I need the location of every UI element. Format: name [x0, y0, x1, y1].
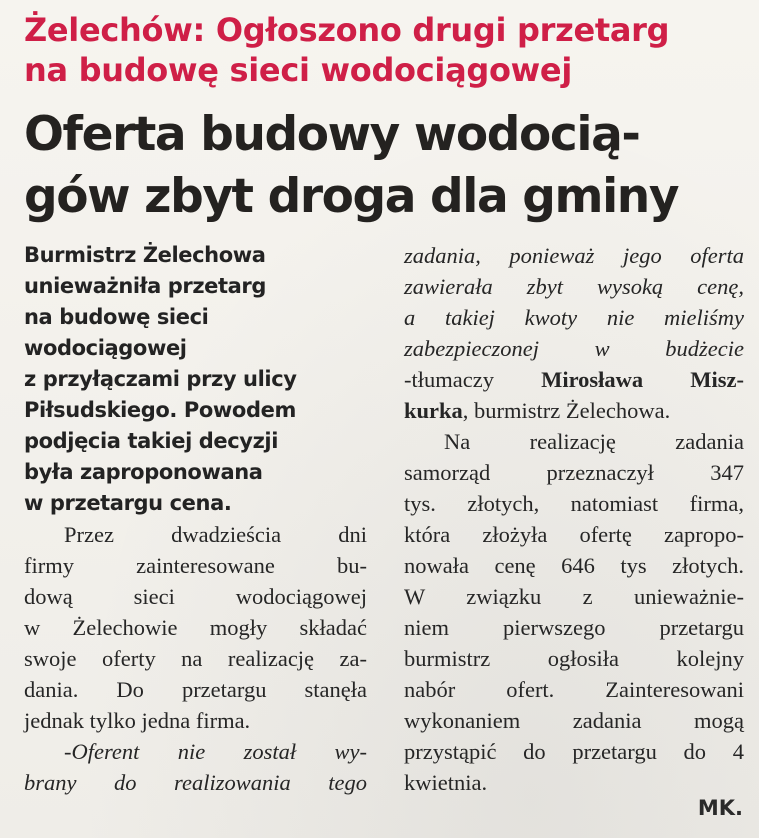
lead-line: w przetargu cena. [24, 491, 232, 515]
body-line: niem pierwszego przetargu [404, 615, 744, 640]
attribution-line [404, 395, 744, 426]
body-line: nabór ofert. Zainteresowani [404, 677, 744, 702]
body-line: w Żelechowie mogły składać [24, 615, 367, 640]
quote-line: brany do realizowania tego [24, 770, 367, 795]
author-signature: MK. [697, 796, 743, 820]
quote-line: -Oferent nie został wy- [64, 739, 367, 764]
article-headline [24, 104, 744, 228]
body-line: dową sieci wodociągowej [24, 584, 367, 609]
lead-line: podjęcia takiej decyzji [24, 429, 279, 453]
body-paragraph [404, 426, 744, 798]
body-line: swoje oferty na realizację za- [24, 646, 367, 671]
headline-line: gów zbyt droga dla gminy [24, 169, 679, 224]
article-kicker [24, 10, 744, 90]
attribution-name: Mirosława Misz- [541, 367, 744, 392]
headline-line: Oferta budowy wodocią- [24, 107, 640, 162]
body-line: dania. Do przetargu stanęła [24, 677, 367, 702]
quote-line: zadania, ponieważ jego oferta [404, 243, 744, 268]
body-line: kwietnia. [404, 770, 488, 795]
body-line: Na realizację zadania [444, 429, 744, 454]
body-line: która złożyła ofertę zapropo- [404, 522, 744, 547]
lead-line: Piłsudskiego. Powodem [24, 398, 296, 422]
quote-paragraph [404, 240, 744, 426]
quote-line: zabezpieczonej w budżecie [404, 336, 744, 361]
kicker-line: na budowę sieci wodociągowej [24, 51, 572, 89]
quote-line: zawierała zbyt wysoką cenę, [404, 274, 744, 299]
lead-line: Burmistrz Żelechowa [24, 243, 266, 267]
lead-line: na budowę sieci [24, 305, 209, 329]
lead-paragraph [24, 240, 367, 519]
body-line: samorząd przeznaczył 347 [404, 460, 744, 485]
body-line: tys. złotych, natomiast firma, [404, 491, 744, 516]
right-column [404, 240, 744, 798]
left-column [24, 240, 367, 798]
attribution-suffix: , burmistrz Żelechowa. [462, 398, 671, 423]
attribution-line [404, 364, 744, 395]
quote-line: a takiej kwoty nie mieliśmy [404, 305, 744, 330]
attribution-name: kurka [404, 398, 463, 423]
body-line: nowała cenę 646 tys złotych. [404, 553, 744, 578]
lead-line: wodociągowej [24, 336, 187, 360]
body-line: wykonaniem zadania mogą [404, 708, 744, 733]
body-line: firmy zainteresowane bu- [24, 553, 367, 578]
lead-line: unieważniła przetarg [24, 274, 267, 298]
body-paragraph [24, 519, 367, 736]
lead-line: z przyłączami przy ulicy [24, 367, 297, 391]
body-line: Przez dwadzieścia dni [64, 522, 367, 547]
body-line: jednak tylko jedna firma. [24, 708, 251, 733]
body-line: burmistrz ogłosiła kolejny [404, 646, 744, 671]
kicker-line: Żelechów: Ogłoszono drugi przetarg [24, 11, 670, 49]
attribution-prefix: -tłumaczy [404, 367, 494, 392]
body-line: W związku z unieważnie- [404, 584, 744, 609]
body-line: przystąpić do przetargu do 4 [404, 739, 744, 764]
quote-paragraph [24, 736, 367, 798]
lead-line: była zaproponowana [24, 460, 263, 484]
